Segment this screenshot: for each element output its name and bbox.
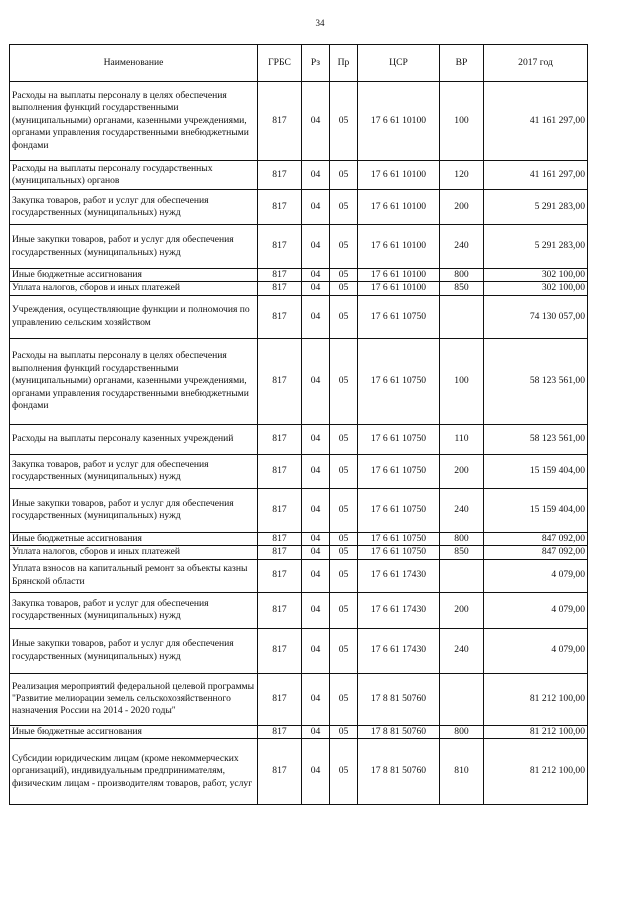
row-vr: 240	[440, 628, 484, 673]
header-rz: Рз	[302, 45, 330, 82]
row-grbs: 817	[258, 225, 302, 269]
row-rz: 04	[302, 190, 330, 225]
row-vr: 110	[440, 424, 484, 454]
row-rz: 04	[302, 161, 330, 190]
table-row	[10, 161, 588, 190]
row-amount: 81 212 100,00	[484, 725, 588, 738]
row-name: Субсидии юридическим лицам (кроме некоммерческих организаций), индивидуальным предпринимателям, физическим лицам - производителям товаров, работ, услуг	[10, 739, 258, 805]
row-vr: 120	[440, 161, 484, 190]
row-amount: 41 161 297,00	[484, 82, 588, 161]
row-grbs: 817	[258, 269, 302, 282]
header-pr: Пр	[330, 45, 358, 82]
row-rz: 04	[302, 673, 330, 725]
row-grbs: 817	[258, 488, 302, 532]
row-rz: 04	[302, 488, 330, 532]
header-csr: ЦСР	[358, 45, 440, 82]
row-amount: 81 212 100,00	[484, 673, 588, 725]
row-amount: 41 161 297,00	[484, 161, 588, 190]
row-name: Закупка товаров, работ и услуг для обеспечения государственных (муниципальных) нужд	[10, 454, 258, 488]
row-csr: 17 6 61 10750	[358, 532, 440, 545]
row-grbs: 817	[258, 725, 302, 738]
table-row	[10, 282, 588, 295]
row-name: Реализация мероприятий федеральной целевой программы "Развитие мелиорации земель сельскохозяйственного назначения России на 2014 - 2020 годы"	[10, 673, 258, 725]
row-name: Иные закупки товаров, работ и услуг для обеспечения государственных (муниципальных) нужд	[10, 488, 258, 532]
row-rz: 04	[302, 592, 330, 628]
row-grbs: 817	[258, 282, 302, 295]
row-pr: 05	[330, 269, 358, 282]
row-csr: 17 6 61 10750	[358, 295, 440, 338]
row-vr	[440, 559, 484, 592]
row-csr: 17 8 81 50760	[358, 739, 440, 805]
row-rz: 04	[302, 546, 330, 559]
row-vr: 850	[440, 282, 484, 295]
row-name: Иные бюджетные ассигнования	[10, 269, 258, 282]
row-name: Расходы на выплаты персоналу государственных (муниципальных) органов	[10, 161, 258, 190]
row-pr: 05	[330, 559, 358, 592]
row-pr: 05	[330, 190, 358, 225]
row-name: Иные закупки товаров, работ и услуг для обеспечения государственных (муниципальных) нужд	[10, 225, 258, 269]
row-amount: 847 092,00	[484, 546, 588, 559]
row-vr: 240	[440, 225, 484, 269]
page-number: 34	[315, 18, 325, 28]
row-pr: 05	[330, 454, 358, 488]
row-name: Иные закупки товаров, работ и услуг для обеспечения государственных (муниципальных) нужд	[10, 628, 258, 673]
table-row	[10, 190, 588, 225]
table-row	[10, 559, 588, 592]
row-amount: 4 079,00	[484, 559, 588, 592]
budget-table	[9, 44, 588, 805]
row-vr	[440, 673, 484, 725]
row-name: Закупка товаров, работ и услуг для обеспечения государственных (муниципальных) нужд	[10, 592, 258, 628]
row-csr: 17 6 61 17430	[358, 592, 440, 628]
table-row	[10, 269, 588, 282]
row-vr: 100	[440, 338, 484, 424]
row-grbs: 817	[258, 82, 302, 161]
row-grbs: 817	[258, 559, 302, 592]
header-name: Наименование	[10, 45, 258, 82]
row-rz: 04	[302, 725, 330, 738]
row-csr: 17 6 61 10750	[358, 454, 440, 488]
row-pr: 05	[330, 592, 358, 628]
row-grbs: 817	[258, 739, 302, 805]
row-amount: 847 092,00	[484, 532, 588, 545]
row-vr: 200	[440, 190, 484, 225]
row-name: Иные бюджетные ассигнования	[10, 725, 258, 738]
row-vr: 240	[440, 488, 484, 532]
row-csr: 17 8 81 50760	[358, 725, 440, 738]
row-pr: 05	[330, 673, 358, 725]
row-amount: 4 079,00	[484, 592, 588, 628]
table-row	[10, 454, 588, 488]
header-year: 2017 год	[484, 45, 588, 82]
row-pr: 05	[330, 532, 358, 545]
header-vr: ВР	[440, 45, 484, 82]
table-row	[10, 592, 588, 628]
row-amount: 74 130 057,00	[484, 295, 588, 338]
header-grbs: ГРБС	[258, 45, 302, 82]
row-pr: 05	[330, 488, 358, 532]
row-amount: 15 159 404,00	[484, 488, 588, 532]
row-rz: 04	[302, 628, 330, 673]
row-amount: 15 159 404,00	[484, 454, 588, 488]
row-vr: 800	[440, 532, 484, 545]
row-grbs: 817	[258, 190, 302, 225]
row-pr: 05	[330, 82, 358, 161]
row-grbs: 817	[258, 546, 302, 559]
row-pr: 05	[330, 546, 358, 559]
row-grbs: 817	[258, 673, 302, 725]
row-rz: 04	[302, 269, 330, 282]
row-grbs: 817	[258, 532, 302, 545]
row-csr: 17 6 61 10100	[358, 225, 440, 269]
row-pr: 05	[330, 424, 358, 454]
row-csr: 17 6 61 10750	[358, 488, 440, 532]
row-name: Расходы на выплаты персоналу в целях обеспечения выполнения функций государственными (муниципальными) органами, казенными учреждениями, органами управления государственными внебюджетными фондами	[10, 82, 258, 161]
table-row	[10, 673, 588, 725]
row-grbs: 817	[258, 454, 302, 488]
row-rz: 04	[302, 282, 330, 295]
row-csr: 17 6 61 10100	[358, 282, 440, 295]
row-csr: 17 6 61 10100	[358, 269, 440, 282]
table-row	[10, 338, 588, 424]
row-amount: 302 100,00	[484, 269, 588, 282]
table-row	[10, 82, 588, 161]
table-row	[10, 628, 588, 673]
row-rz: 04	[302, 559, 330, 592]
row-csr: 17 8 81 50760	[358, 673, 440, 725]
row-rz: 04	[302, 225, 330, 269]
row-amount: 81 212 100,00	[484, 739, 588, 805]
row-amount: 5 291 283,00	[484, 225, 588, 269]
row-vr	[440, 295, 484, 338]
table-row	[10, 488, 588, 532]
row-amount: 58 123 561,00	[484, 338, 588, 424]
row-vr: 100	[440, 82, 484, 161]
row-grbs: 817	[258, 628, 302, 673]
row-pr: 05	[330, 295, 358, 338]
row-pr: 05	[330, 739, 358, 805]
row-grbs: 817	[258, 592, 302, 628]
table-row	[10, 739, 588, 805]
row-grbs: 817	[258, 161, 302, 190]
row-rz: 04	[302, 532, 330, 545]
row-grbs: 817	[258, 295, 302, 338]
row-rz: 04	[302, 295, 330, 338]
row-rz: 04	[302, 739, 330, 805]
row-vr: 850	[440, 546, 484, 559]
row-pr: 05	[330, 161, 358, 190]
table-row	[10, 546, 588, 559]
row-csr: 17 6 61 17430	[358, 559, 440, 592]
row-pr: 05	[330, 725, 358, 738]
row-amount: 5 291 283,00	[484, 190, 588, 225]
table-row	[10, 225, 588, 269]
header-row	[10, 45, 588, 82]
row-vr: 200	[440, 592, 484, 628]
row-rz: 04	[302, 424, 330, 454]
row-name: Уплата взносов на капитальный ремонт за объекты казны Брянской области	[10, 559, 258, 592]
table-row	[10, 295, 588, 338]
row-pr: 05	[330, 628, 358, 673]
row-name: Иные бюджетные ассигнования	[10, 532, 258, 545]
row-name: Расходы на выплаты персоналу казенных учреждений	[10, 424, 258, 454]
row-csr: 17 6 61 10750	[358, 338, 440, 424]
row-csr: 17 6 61 10100	[358, 190, 440, 225]
row-grbs: 817	[258, 424, 302, 454]
row-amount: 4 079,00	[484, 628, 588, 673]
row-csr: 17 6 61 10100	[358, 161, 440, 190]
row-csr: 17 6 61 10750	[358, 546, 440, 559]
row-pr: 05	[330, 338, 358, 424]
row-rz: 04	[302, 82, 330, 161]
row-name: Закупка товаров, работ и услуг для обеспечения государственных (муниципальных) нужд	[10, 190, 258, 225]
table-row	[10, 424, 588, 454]
row-csr: 17 6 61 10100	[358, 82, 440, 161]
row-pr: 05	[330, 225, 358, 269]
row-amount: 58 123 561,00	[484, 424, 588, 454]
row-vr: 800	[440, 725, 484, 738]
row-grbs: 817	[258, 338, 302, 424]
row-pr: 05	[330, 282, 358, 295]
row-rz: 04	[302, 338, 330, 424]
row-name: Расходы на выплаты персоналу в целях обеспечения выполнения функций государственными (муниципальными) органами, казенными учреждениями, органами управления государственными внебюджетными фондами	[10, 338, 258, 424]
row-rz: 04	[302, 454, 330, 488]
row-name: Уплата налогов, сборов и иных платежей	[10, 282, 258, 295]
table-row	[10, 725, 588, 738]
table-row	[10, 532, 588, 545]
row-vr: 800	[440, 269, 484, 282]
row-name: Уплата налогов, сборов и иных платежей	[10, 546, 258, 559]
row-vr: 810	[440, 739, 484, 805]
row-csr: 17 6 61 17430	[358, 628, 440, 673]
row-csr: 17 6 61 10750	[358, 424, 440, 454]
row-name: Учреждения, осуществляющие функции и полномочия по управлению сельским хозяйством	[10, 295, 258, 338]
row-amount: 302 100,00	[484, 282, 588, 295]
row-vr: 200	[440, 454, 484, 488]
